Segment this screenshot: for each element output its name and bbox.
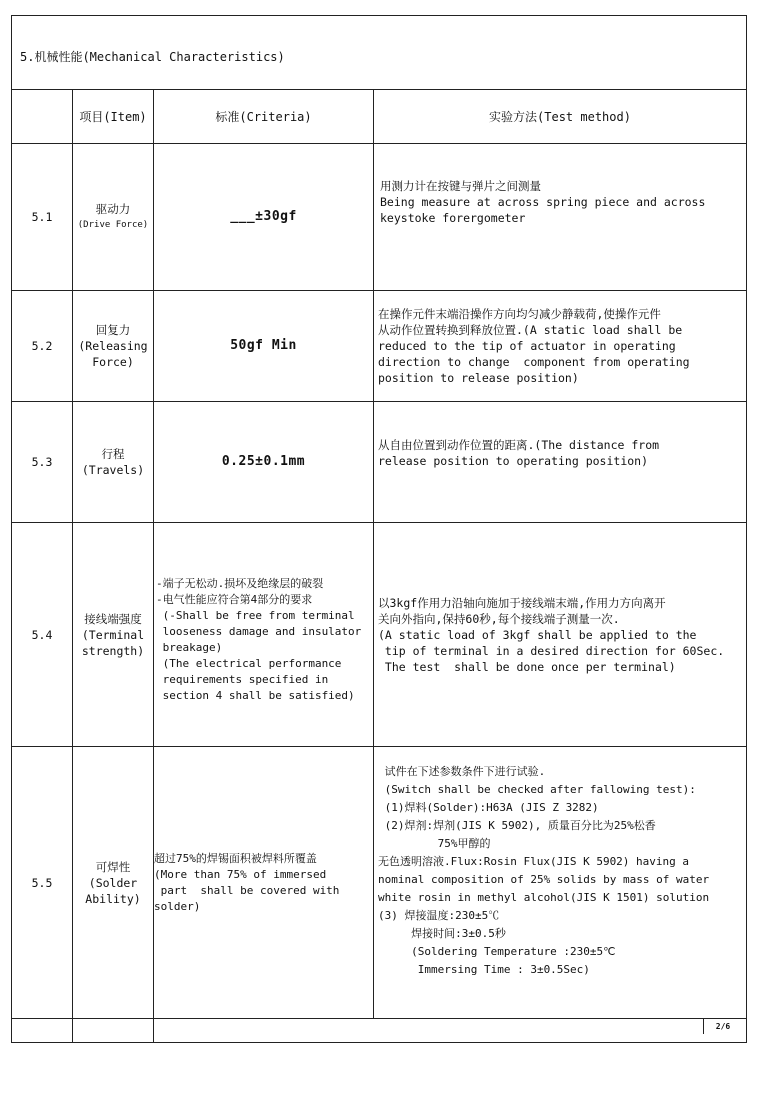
row-5-4-item: 接线端强度 (Terminal strength) [81, 611, 145, 658]
row-5-1-criteria: ___±30gf [230, 209, 297, 224]
row-5-4-test: 以3kgf作用力沿轴向施加于接线端末端,作用力方向离开 关向外指向,保持60秒,每个接线端子测量一次. (A static load of 3kgf shall be applied to the tip of terminal in a desired direction for 60Sec. The test shall be done once per terminal) [378, 595, 725, 674]
row-5-1-item: 驱动力 (Drive Force) [77, 202, 149, 230]
row-5-4-criteria: -端子无松动.损坏及绝缘层的破裂 -电气性能应符合第4部分的要求 (-Shall be free from terminal looseness damage and insulator breakage) (The electrical performance requirements specified in section 4 shall be satisfied) [156, 576, 362, 702]
row-5-5-item: 可焊性 (Solder Ability) [85, 859, 141, 906]
row-5-3-test: 从自由位置到动作位置的距离.(The distance from release position to operating position) [378, 438, 660, 468]
row-5-3-no: 5.3 [31, 455, 53, 469]
row-5-5-no: 5.5 [31, 875, 53, 890]
header-item [73, 90, 153, 143]
spec-sheet [11, 15, 747, 1043]
header-criteria [154, 90, 373, 143]
row-5-3-criteria: 0.25±0.1mm [221, 454, 306, 469]
row-5-5-test: 试件在下述参数条件下进行试验. (Switch shall be checked after fallowing test): (1)焊料(Solder):H63A (JIS Z 3282) (2)焊剂:焊剂(JIS K 5902), 质量百分比为25%松香 75%甲醇的 无色透明溶液.Flux:Rosin Flux(JIS K 5902) having a nominal composition of 25% solids by mass of water white rosin in methyl alcohol(JIS K 1501) solution (3) 焊接温度:230±5℃ 焊接时间:3±0.5秒 (Soldering Temperature :230±5℃ Immersing Time : 3±0.5Sec) [378, 765, 710, 976]
row-5-2-test: 在操作元件末端沿操作方向均匀减少静载荷,使操作元件 从动作位置转换到释放位置.(A static load shall be reduced to the tip of actuator in operating direction to change component from operating position to release position) [378, 307, 690, 385]
row-5-3-item: 行程 (Travels) [81, 447, 145, 477]
rule-row5-bottom [12, 1018, 746, 1019]
row-5-1-no: 5.1 [31, 210, 53, 224]
row-5-1-test: 用测力计在按键与弹片之间测量 Being measure at across spring piece and across keystoke forergometer [380, 179, 706, 225]
row-5-4-no: 5.4 [31, 627, 53, 642]
row-5-2-no: 5.2 [31, 339, 53, 353]
header-test-method [374, 90, 746, 143]
section-title: 5.机械性能(Mechanical Characteristics) [20, 50, 285, 64]
rule-col3 [373, 89, 374, 1018]
page-number: 2/6 [703, 1018, 742, 1034]
row-5-2-criteria: 50gf Min [230, 338, 297, 353]
header-criteria-label: 标准(Criteria) [215, 109, 312, 124]
row-5-5-criteria: 超过75%的焊锡面积被焊料所覆盖 (More than 75% of immersed part shall be covered with solder) [154, 851, 340, 913]
header-test-method-label: 实验方法(Test method) [489, 109, 631, 124]
header-item-label: 项目(Item) [79, 109, 147, 124]
row-5-2-item: 回复力 (Releasing Force) [78, 323, 148, 369]
